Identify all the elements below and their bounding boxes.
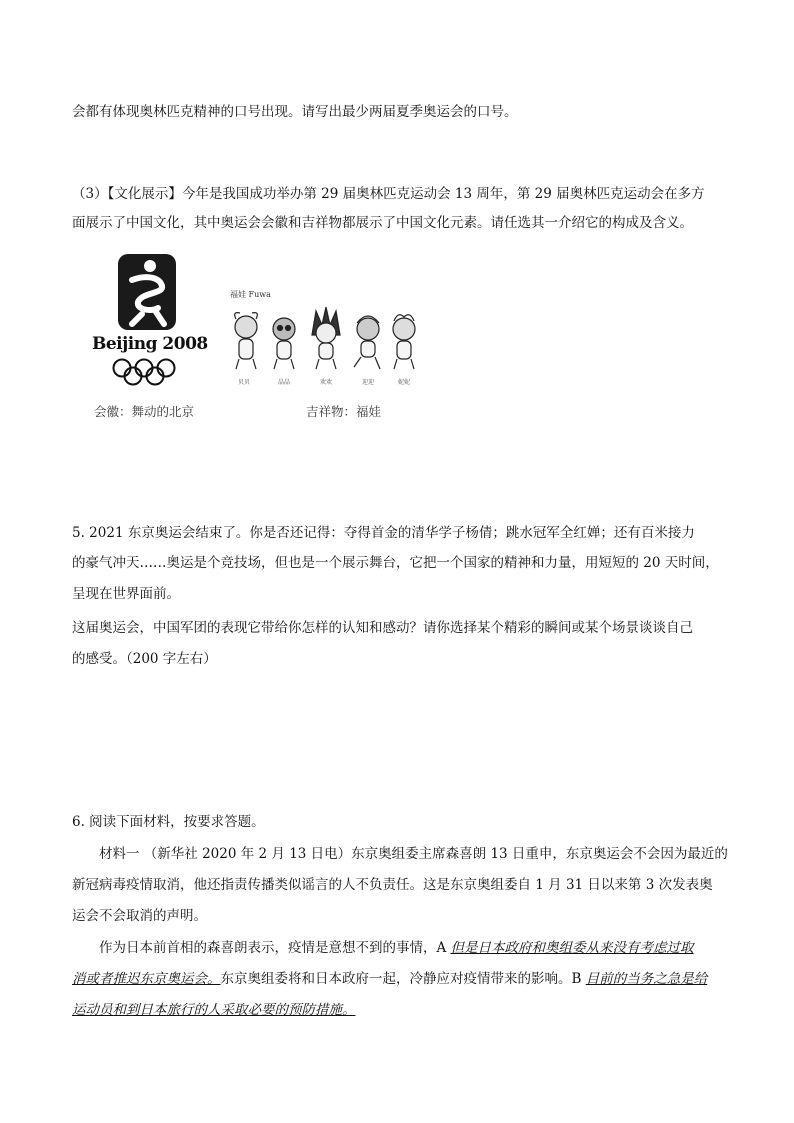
q6-p1-line-3: 运会不会取消的声明。 bbox=[72, 908, 207, 924]
q6-p2-text: 东京奥组委将和日本政府一起，冷静应对疫情带来的影响。B bbox=[220, 971, 586, 987]
q5-line-4: 这届奥运会，中国军团的表现它带给你怎样的认知和感动？请你选择某个精彩的瞬间或某个场景谈谈自己 bbox=[72, 620, 693, 636]
beijing-emblem-icon bbox=[112, 252, 192, 332]
mascot-name: 迎迎 bbox=[362, 379, 375, 386]
q6-underlined-sentence-a-end: 消或者推迟东京奥运会。 bbox=[72, 971, 221, 987]
q4-tail-line-1: 会都有体现奥林匹克精神的口号出现。请写出最少两届夏季奥运会的口号。 bbox=[72, 104, 518, 120]
mascot-name: 欢欢 bbox=[320, 379, 333, 386]
q6-title: 6. 阅读下面材料，按要求答题。 bbox=[72, 814, 265, 830]
q4-3-line-2: 面展示了中国文化，其中奥运会会徽和吉祥物都展示了中国文化元素。请任选其一介绍它的构成及含义。 bbox=[72, 215, 693, 231]
q6-p1-line-2: 新冠病毒疫情取消，他还指责传播类似谣言的人不负责任。这是东京奥组委自 1 月 31 日以来第 3 次发表奥 bbox=[72, 877, 713, 893]
mascot-caption: 吉祥物：福娃 bbox=[306, 404, 382, 419]
q6-underlined-sentence-a: 但是日本政府和奥组委从来没有考虑过取 bbox=[450, 940, 694, 956]
fuwa-mascots-icon bbox=[228, 305, 418, 375]
q5-line-3: 呈现在世界面前。 bbox=[72, 586, 180, 602]
mascot-name: 贝贝 bbox=[238, 379, 251, 386]
q6-p2-line-2 bbox=[72, 968, 707, 990]
q6-p2-text: 作为日本前首相的森喜朗表示，疫情是意想不到的事情，A bbox=[99, 940, 451, 956]
emblem-wordmark: Beijing 2008 bbox=[92, 334, 208, 354]
q5-line-1: 5. 2021 东京奥运会结束了。你是否还记得：夺得首金的清华学子杨倩；跳水冠军全红婵；还有百米接力 bbox=[72, 525, 695, 541]
q6-p2-line-1 bbox=[99, 937, 694, 959]
q5-line-5: 的感受。（200 字左右） bbox=[72, 651, 217, 667]
q5-line-2: 的豪气冲天……奥运是个竞技场，但也是一个展示舞台，它把一个国家的精神和力量，用短短的 20 天时间， bbox=[72, 555, 719, 571]
olympic-rings-icon bbox=[111, 358, 177, 386]
q4-3-line-1: （3）【文化展示】今年是我国成功举办第 29 届奥林匹克运动会 13 周年，第 29 届奥林匹克运动会在多方 bbox=[72, 186, 705, 202]
q6-underlined-sentence-b-end: 运动员和到日本旅行的人采取必要的预防措施。 bbox=[72, 1002, 356, 1018]
mascot-name: 妮妮 bbox=[398, 379, 411, 386]
q6-underlined-sentence-b: 目前的当务之急是给 bbox=[585, 971, 708, 987]
emblem-caption: 会徽：舞动的北京 bbox=[94, 404, 195, 419]
q6-p2-line-3 bbox=[72, 999, 356, 1021]
mascot-name: 晶晶 bbox=[278, 379, 291, 386]
q6-p1-line-1: 材料一 （新华社 2020 年 2 月 13 日电）东京奥组委主席森喜朗 13 日重申，东京奥运会不会因为最近的 bbox=[99, 846, 728, 862]
mascot-header: 福娃 Fuwa bbox=[230, 290, 271, 299]
